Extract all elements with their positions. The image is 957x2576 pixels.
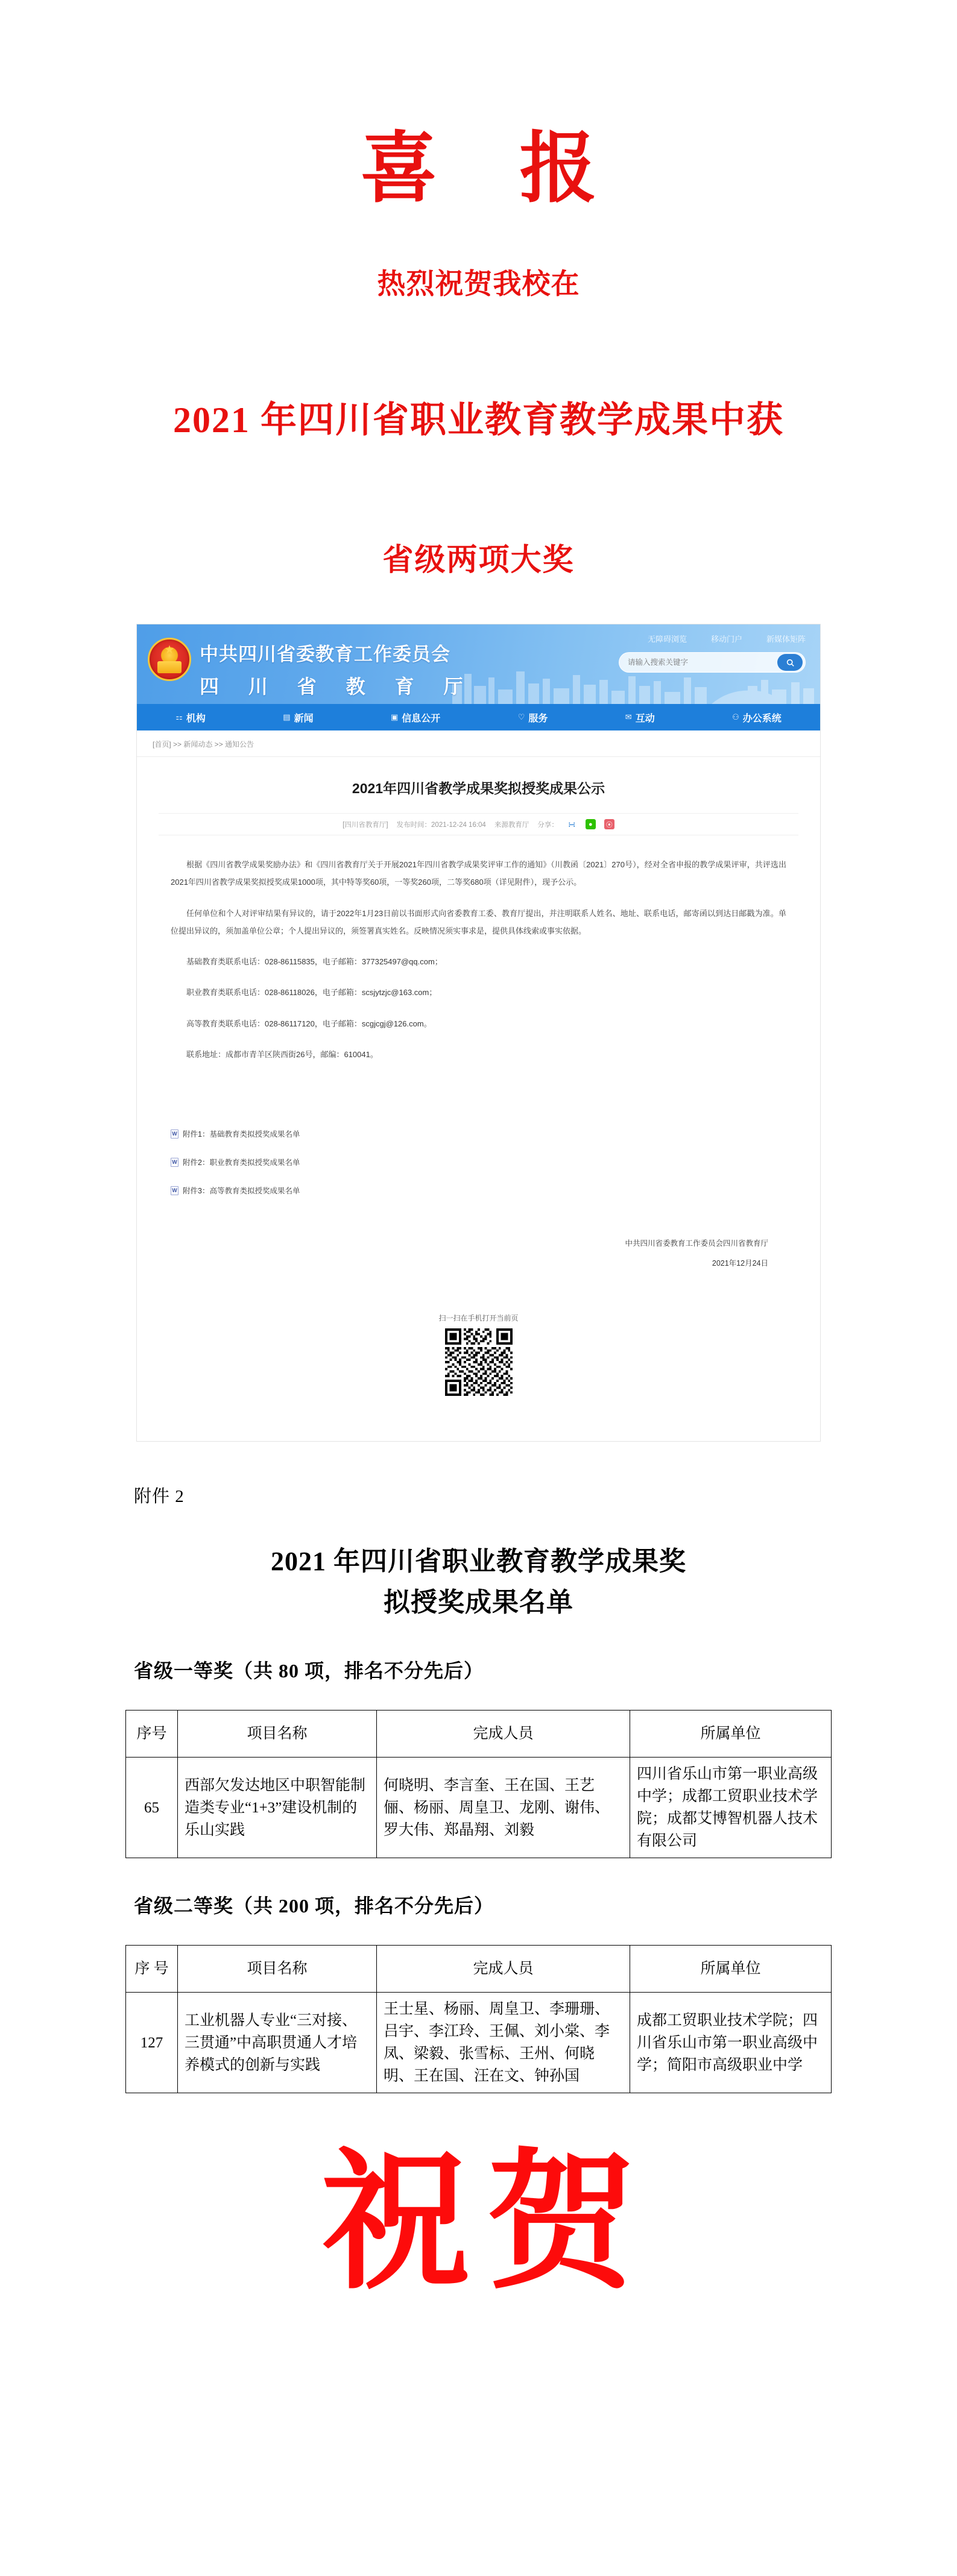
contact-basic-education: 基础教育类联系电话：028-86115835，电子邮箱：377325497@qq.com； bbox=[186, 957, 443, 966]
col-header-project-name: 项目名称 bbox=[178, 1946, 377, 1993]
article-title: 2021年四川省教学成果奖拟授奖成果公示 bbox=[352, 781, 605, 796]
cell-unit: 成都工贸职业技术学院；四川省乐山市第一职业高级中学；简阳市高级职业中学 bbox=[630, 1993, 832, 2093]
first-prize-table bbox=[125, 1710, 832, 1858]
cell-unit: 四川省乐山市第一职业高级中学；成都工贸职业技术学院；成都艾博智机器人技术有限公司 bbox=[630, 1758, 832, 1858]
table-header-row bbox=[126, 1946, 832, 1993]
signature-org: 中共四川省委教育工作委员会四川省教育厅 bbox=[625, 1239, 768, 1248]
attachment-number-label: 附件 2 bbox=[134, 1487, 185, 1506]
nav-label-news: 新闻 bbox=[294, 713, 314, 724]
nav-item-service[interactable] bbox=[518, 711, 548, 724]
qr-block bbox=[165, 1273, 792, 1423]
attachment-link-1[interactable] bbox=[171, 1128, 786, 1139]
office-icon: ⚇ bbox=[732, 712, 739, 721]
document-title bbox=[0, 1541, 957, 1623]
cell-members: 何晓明、李言奎、王在国、王艺俪、杨丽、周皇卫、龙刚、谢伟、罗大伟、郑晶翔、刘毅 bbox=[377, 1758, 630, 1858]
share-icon[interactable]: ∺ bbox=[568, 819, 576, 830]
top-link-mobile-portal[interactable]: 移动门户 bbox=[710, 635, 742, 644]
article-body bbox=[165, 835, 792, 1063]
word-document-icon: W bbox=[171, 1129, 178, 1139]
search-input[interactable] bbox=[619, 658, 777, 667]
site-body bbox=[137, 730, 820, 1441]
table-row bbox=[126, 1993, 832, 2093]
col-header-no: 序号 bbox=[126, 1711, 178, 1758]
article-meta bbox=[159, 813, 798, 835]
gov-website-screenshot bbox=[136, 624, 821, 1442]
article-signature-block bbox=[165, 1213, 792, 1273]
signature-date: 2021年12月24日 bbox=[712, 1258, 768, 1268]
nav-label-office-system: 办公系统 bbox=[742, 713, 782, 724]
word-document-icon: W bbox=[171, 1186, 178, 1195]
nav-label-interaction: 互动 bbox=[635, 713, 655, 724]
banner-title: 喜 报 bbox=[360, 126, 628, 212]
attachment-document bbox=[0, 1442, 957, 2093]
cell-project-name: 工业机器人专业“三对接、三贯通”中高职贯通人才培养模式的创新与实践 bbox=[178, 1993, 377, 2093]
banner-subtitle: 热烈祝贺我校在 bbox=[377, 269, 580, 300]
news-icon: ▤ bbox=[283, 712, 291, 721]
nav-item-interaction[interactable] bbox=[625, 711, 655, 724]
nav-item-disclosure[interactable] bbox=[391, 711, 440, 724]
nav-item-office-system[interactable] bbox=[732, 711, 782, 724]
nav-label-service: 服务 bbox=[528, 713, 548, 724]
cell-no: 65 bbox=[126, 1758, 178, 1858]
col-header-unit: 所属单位 bbox=[630, 1946, 832, 1993]
attachment-label-1: 附件1：基础教育类拟授奖成果名单 bbox=[183, 1130, 300, 1139]
service-icon: ♡ bbox=[517, 712, 525, 721]
contact-higher-education: 高等教育类联系电话：028-86117120，电子邮箱：scgjcgj@126.com。 bbox=[186, 1019, 432, 1028]
nav-label-disclosure: 信息公开 bbox=[402, 713, 441, 724]
qr-code-icon bbox=[445, 1328, 513, 1396]
qr-caption: 扫一扫在手机打开当前页 bbox=[438, 1314, 519, 1322]
article-source-tag: [四川省教育厅] bbox=[343, 821, 388, 829]
col-header-project-name: 项目名称 bbox=[178, 1711, 377, 1758]
table-row bbox=[126, 1758, 832, 1858]
weibo-icon[interactable]: ⦿ bbox=[604, 819, 614, 829]
nav-label-organizations: 机构 bbox=[186, 713, 206, 724]
disclosure-icon: ▣ bbox=[391, 712, 399, 721]
attachment-link-3[interactable] bbox=[171, 1185, 786, 1196]
national-emblem-icon bbox=[148, 638, 191, 681]
attachment-label-2: 附件2：职业教育类拟授奖成果名单 bbox=[183, 1158, 300, 1167]
article-paragraph-1: 根据《四川省教学成果奖励办法》和《四川省教育厅关于开展2021年四川省教学成果奖评审工作的通知》（川教函〔2021〕270号），经对全省申报的教学成果评审，共评选出2021年四川省教学成果奖拟授奖成果1000项，其中特等奖60项，一等奖260项，二等奖680项（详见附件），现予公示。 bbox=[171, 860, 786, 887]
wechat-icon[interactable]: ● bbox=[586, 819, 596, 829]
article-share-label: 分享： bbox=[537, 821, 558, 829]
article-origin: 来源教育厅 bbox=[494, 821, 529, 829]
col-header-no: 序 号 bbox=[126, 1946, 178, 1993]
attachment-link-2[interactable] bbox=[171, 1157, 786, 1167]
top-link-accessibility[interactable]: 无障碍浏览 bbox=[647, 635, 687, 644]
attachment-label-3: 附件3：高等教育类拟授奖成果名单 bbox=[183, 1187, 300, 1195]
col-header-members: 完成人员 bbox=[377, 1946, 630, 1993]
col-header-unit: 所属单位 bbox=[630, 1711, 832, 1758]
document-title-line2: 拟授奖成果名单 bbox=[384, 1588, 573, 1618]
site-header bbox=[137, 624, 820, 704]
contact-vocational-education: 职业教育类联系电话：028-86118026，电子邮箱：scsjytzjc@163.com； bbox=[186, 988, 437, 997]
word-document-icon: W bbox=[171, 1158, 178, 1167]
cell-no: 127 bbox=[126, 1993, 178, 2093]
article-publish-time: 发布时间：2021-12-24 16:04 bbox=[396, 821, 486, 829]
col-header-members: 完成人员 bbox=[377, 1711, 630, 1758]
cell-members: 王士星、杨丽、周皇卫、李珊珊、吕宇、李江玲、王佩、刘小棠、李凤、梁毅、张雪标、王州、何晓明、王在国、汪在文、钟孙国 bbox=[377, 1993, 630, 2093]
banner-achievement-line: 2021 年四川省职业教育教学成果中获 bbox=[173, 400, 784, 440]
breadcrumb[interactable]: [首页] >> 新闻动态 >> 通知公告 bbox=[137, 730, 820, 757]
cell-project-name: 西部欠发达地区中职智能制造类专业“1+3”建设机制的乐山实践 bbox=[178, 1758, 377, 1858]
site-search-box[interactable] bbox=[619, 652, 806, 673]
nav-item-organizations[interactable] bbox=[175, 711, 206, 724]
section-heading-first-prize: 省级一等奖（共 80 项，排名不分先后） bbox=[134, 1660, 484, 1682]
site-top-links bbox=[648, 633, 806, 644]
search-icon[interactable] bbox=[777, 654, 803, 671]
site-main-nav bbox=[137, 704, 820, 730]
interaction-icon: ✉ bbox=[625, 712, 632, 721]
second-prize-table bbox=[125, 1945, 832, 2093]
gov-org-names bbox=[200, 639, 475, 699]
nav-item-news[interactable] bbox=[283, 711, 313, 724]
table-header-row bbox=[126, 1711, 832, 1758]
congratulations-text: 祝贺 bbox=[321, 2141, 652, 2307]
section-heading-second-prize: 省级二等奖（共 200 项，排名不分先后） bbox=[134, 1895, 494, 1917]
article-wrapper bbox=[137, 757, 820, 1423]
banner-award-line: 省级两项大奖 bbox=[382, 544, 575, 577]
contact-address: 联系地址：成都市青羊区陕西街26号，邮编：610041。 bbox=[186, 1049, 378, 1059]
top-banner bbox=[0, 0, 957, 579]
document-title-line1: 2021 年四川省职业教育教学成果奖 bbox=[271, 1547, 686, 1576]
top-link-new-media[interactable]: 新媒体矩阵 bbox=[766, 635, 806, 644]
attachment-links bbox=[165, 1076, 792, 1196]
gov-org-line2: 四 川 省 教 育 厅 bbox=[200, 676, 475, 697]
article-paragraph-2: 任何单位和个人对评审结果有异议的，请于2022年1月23日前以书面形式向省委教育工委、教育厅提出，并注明联系人姓名、地址、联系电话，邮寄函以到达日邮戳为准。单位提出异议的，须加盖单位公章；个人提出异议的，须签署真实姓名。反映情况须实事求是，提供具体线索或事实依据。 bbox=[171, 908, 786, 935]
gov-org-line1: 中共四川省委教育工作委员会 bbox=[200, 644, 450, 665]
org-icon: ⚏ bbox=[175, 712, 183, 721]
